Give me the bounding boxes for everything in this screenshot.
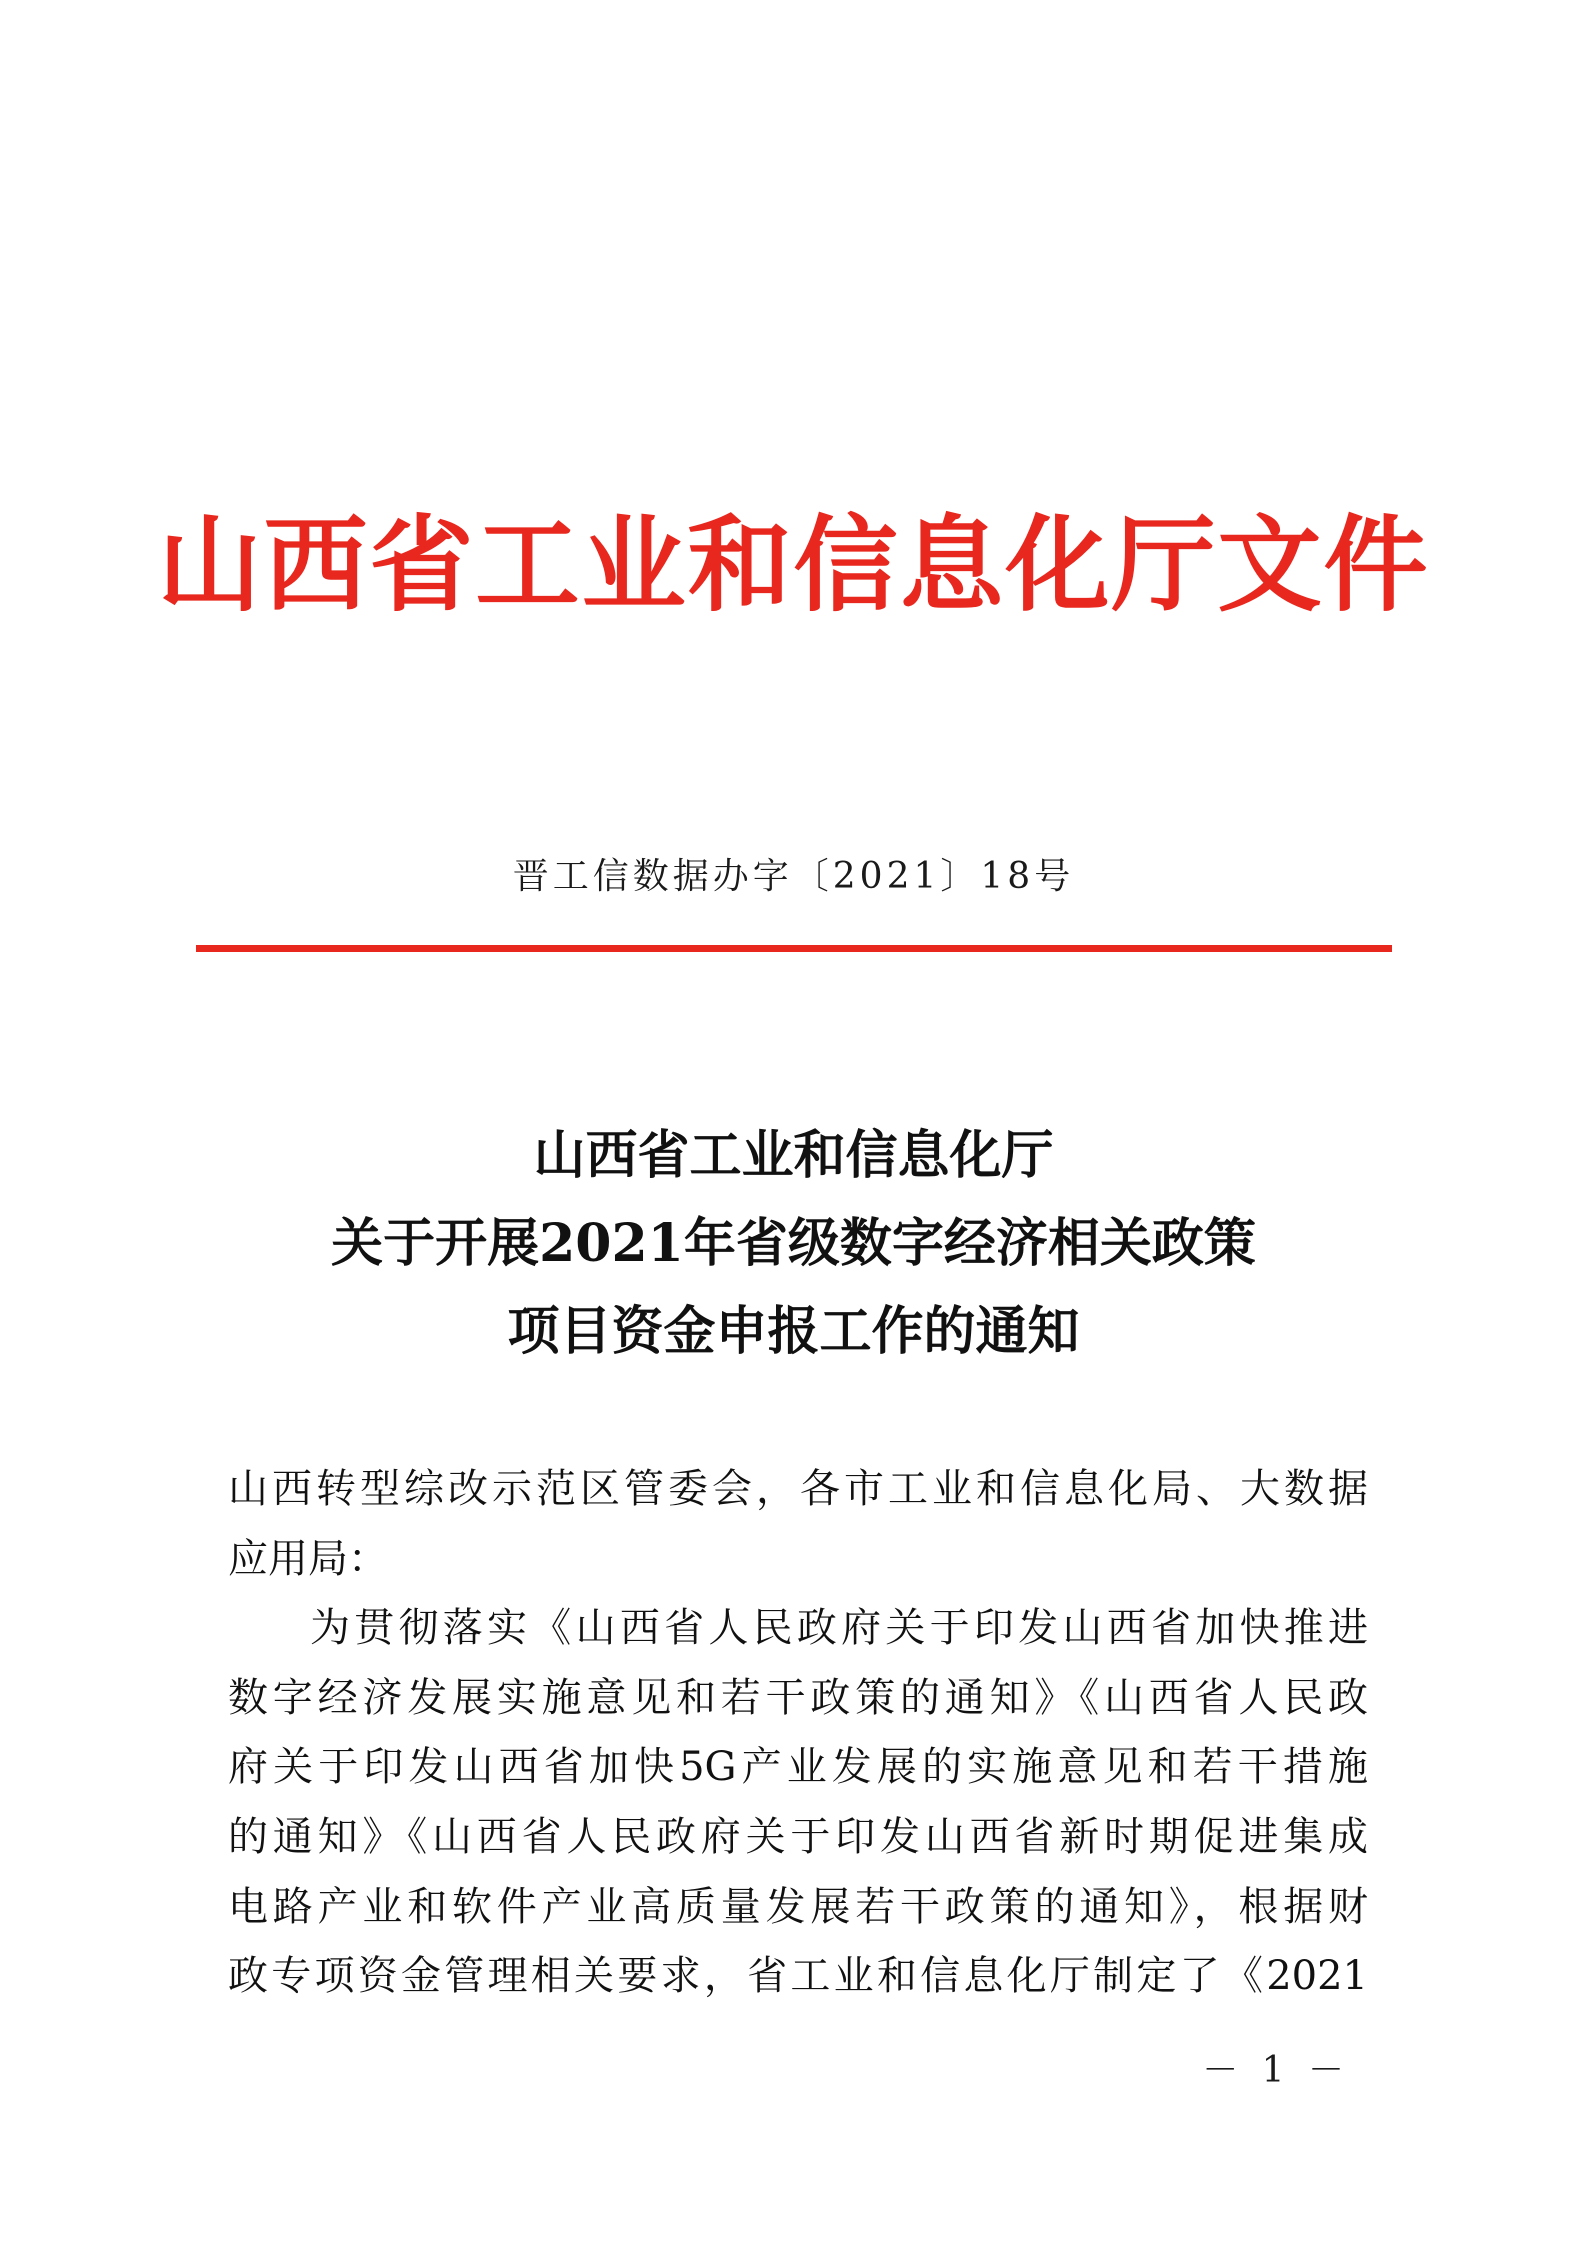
paragraph-line-5: 电路产业和软件产业高质量发展若干政策的通知》，根据财 bbox=[228, 1883, 1368, 1930]
notice-title-line-3: 项目资金申报工作的通知 bbox=[507, 1301, 1080, 1362]
document-number: 晋工信数据办字〔2021〕18号 bbox=[512, 856, 1075, 897]
salutation-line-1: 山西转型综改示范区管委会，各市工业和信息化局、大数据 bbox=[228, 1466, 1368, 1512]
paragraph-line-3: 府关于印发山西省加快5G产业发展的实施意见和若干措施 bbox=[228, 1744, 1368, 1791]
agency-file-title: 山西省工业和信息化厅文件 bbox=[157, 503, 1430, 626]
red-divider-rule bbox=[196, 945, 1392, 952]
notice-title bbox=[0, 1112, 1587, 1376]
page-number: － 1 － bbox=[1202, 2050, 1350, 2091]
notice-title-line-2: 关于开展2021年省级数字经济相关政策 bbox=[331, 1213, 1256, 1274]
notice-title-line-1: 山西省工业和信息化厅 bbox=[533, 1125, 1054, 1186]
notice-body bbox=[228, 1455, 1368, 2012]
salutation-line-2: 应用局： bbox=[228, 1535, 388, 1582]
paragraph-line-6: 政专项资金管理相关要求，省工业和信息化厅制定了《2021 bbox=[228, 1953, 1368, 2000]
paragraph-line-1: 为贯彻落实《山西省人民政府关于印发山西省加快推进 bbox=[310, 1605, 1368, 1652]
paragraph-line-4: 的通知》《山西省人民政府关于印发山西省新时期促进集成 bbox=[228, 1813, 1368, 1860]
paragraph-line-2: 数字经济发展实施意见和若干政策的通知》《山西省人民政 bbox=[228, 1674, 1368, 1721]
